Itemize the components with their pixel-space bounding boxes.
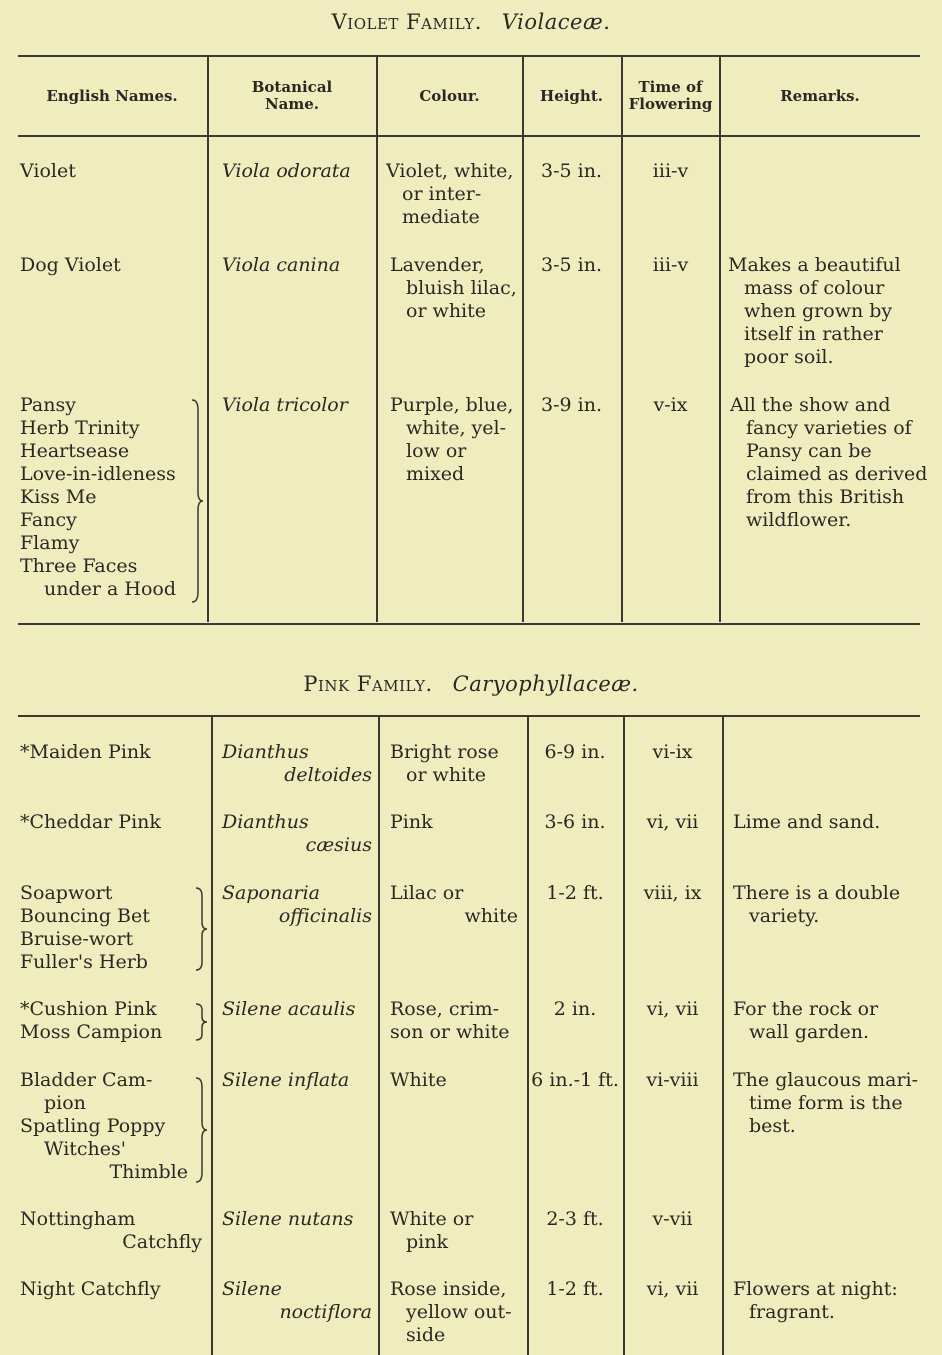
botanical-name: Silene noctiflora — [222, 1278, 372, 1323]
botanical-name: Dianthus cæsius — [222, 811, 372, 856]
header-flowering: Time of Flowering — [628, 78, 713, 113]
botanical-name: Saponaria officinalis — [222, 882, 372, 927]
english-name: *Maiden Pink — [20, 741, 151, 763]
height-cell: 3-5 in. — [541, 254, 602, 276]
botanical-name: Dianthus deltoides — [222, 741, 372, 786]
height-cell: 6-9 in. — [544, 741, 606, 763]
remarks-cell: Flowers at night: fragrant. — [733, 1278, 898, 1323]
colour-cell: Rose inside, yellow out- side — [390, 1278, 512, 1346]
height-cell: 2 in. — [553, 998, 597, 1020]
english-name: Violet — [20, 160, 76, 182]
header-botanical: Botanical Name. — [251, 78, 333, 113]
flowering-cell: v-ix — [653, 394, 688, 416]
flowering-cell: vi, vii — [646, 811, 699, 833]
pink-table-top-rule — [18, 715, 920, 717]
brace-icon — [193, 1002, 209, 1042]
header-remarks: Remarks. — [780, 86, 860, 105]
colour-cell: Violet, white, or inter- mediate — [386, 160, 514, 228]
flowering-cell: viii, ix — [643, 882, 702, 904]
brace-icon — [193, 886, 209, 972]
colour-cell: Pink — [390, 811, 433, 833]
pink-family-title — [0, 672, 942, 696]
english-name: Bladder Cam- pion Spatling Poppy Witches' Thimble — [20, 1069, 188, 1183]
remarks-cell: Makes a beautiful mass of colour when grown by itself in rather poor soil. — [728, 254, 901, 368]
violet-col-divider — [719, 57, 721, 622]
english-name: Nottingham Catchfly — [20, 1208, 202, 1253]
pink-family-name: Pink Family. — [303, 672, 433, 696]
remarks-cell: Lime and sand. — [733, 811, 881, 833]
header-english: English Names. — [46, 86, 178, 105]
colour-cell: White or pink — [390, 1208, 474, 1253]
flowering-cell: iii-v — [652, 160, 689, 182]
botanical-name: Viola tricolor — [222, 394, 348, 416]
violet-col-divider — [621, 57, 623, 622]
header-height: Height. — [540, 86, 603, 105]
remarks-cell: The glaucous mari- time form is the best. — [733, 1069, 919, 1137]
height-cell: 3-9 in. — [541, 394, 602, 416]
colour-cell: Lavender, bluish lilac, or white — [390, 254, 517, 322]
header-bottom-rule — [18, 135, 920, 137]
botanical-name: Silene acaulis — [222, 998, 356, 1020]
violet-col-divider — [522, 57, 524, 622]
colour-cell: Purple, blue, white, yel- low or mixed — [390, 394, 514, 485]
pink-family-latin: Caryophyllaceæ. — [452, 672, 639, 696]
english-name: Dog Violet — [20, 254, 121, 276]
violet-family-title — [0, 10, 942, 34]
flowering-cell: v-vii — [652, 1208, 693, 1230]
english-name: Soapwort Bouncing Bet Bruise-wort Fuller's Herb — [20, 882, 150, 973]
flowering-cell: vi-viii — [646, 1069, 699, 1091]
violet-family-latin: Violaceæ. — [501, 10, 611, 34]
height-cell: 2-3 ft. — [546, 1208, 604, 1230]
flowering-cell: vi, vii — [646, 1278, 699, 1300]
colour-cell: Rose, crim- son or white — [390, 998, 510, 1043]
botanical-name: Silene inflata — [222, 1069, 350, 1091]
violet-family-name: Violet Family. — [331, 10, 482, 34]
colour-cell: Bright rose or white — [390, 741, 499, 786]
pink-col-divider — [722, 717, 724, 1355]
english-name: *Cheddar Pink — [20, 811, 161, 833]
violet-col-divider — [376, 57, 378, 622]
pink-col-divider — [378, 717, 380, 1355]
height-cell: 1-2 ft. — [546, 1278, 604, 1300]
english-name: *Cushion Pink Moss Campion — [20, 998, 163, 1043]
header-top-rule — [18, 55, 920, 57]
height-cell: 1-2 ft. — [546, 882, 604, 904]
height-cell: 3-5 in. — [541, 160, 602, 182]
flowering-cell: iii-v — [652, 254, 689, 276]
remarks-cell: There is a double variety. — [733, 882, 901, 927]
brace-icon — [193, 1076, 209, 1184]
pink-col-divider — [211, 717, 213, 1355]
violet-table-bottom-rule — [18, 623, 920, 625]
colour-cell: Lilac or white — [390, 882, 518, 927]
botanical-name: Silene nutans — [222, 1208, 354, 1230]
violet-col-divider — [207, 57, 209, 622]
colour-cell: White — [390, 1069, 447, 1091]
botanical-name: Viola canina — [222, 254, 341, 276]
header-colour: Colour. — [419, 86, 480, 105]
brace-icon — [188, 398, 206, 604]
botanical-name: Viola odorata — [222, 160, 351, 182]
flowering-cell: vi, vii — [646, 998, 699, 1020]
english-name: Night Catchfly — [20, 1278, 161, 1300]
flowering-cell: vi-ix — [652, 741, 693, 763]
height-cell: 6 in.-1 ft. — [531, 1069, 619, 1091]
english-name: Pansy Herb Trinity Heartsease Love-in-idleness Kiss Me Fancy Flamy Three Faces under a Hood — [20, 394, 176, 600]
height-cell: 3-6 in. — [544, 811, 606, 833]
remarks-cell: For the rock or wall garden. — [733, 998, 879, 1043]
remarks-cell: All the show and fancy varieties of Pansy can be claimed as derived from this British wildflower. — [730, 394, 928, 531]
